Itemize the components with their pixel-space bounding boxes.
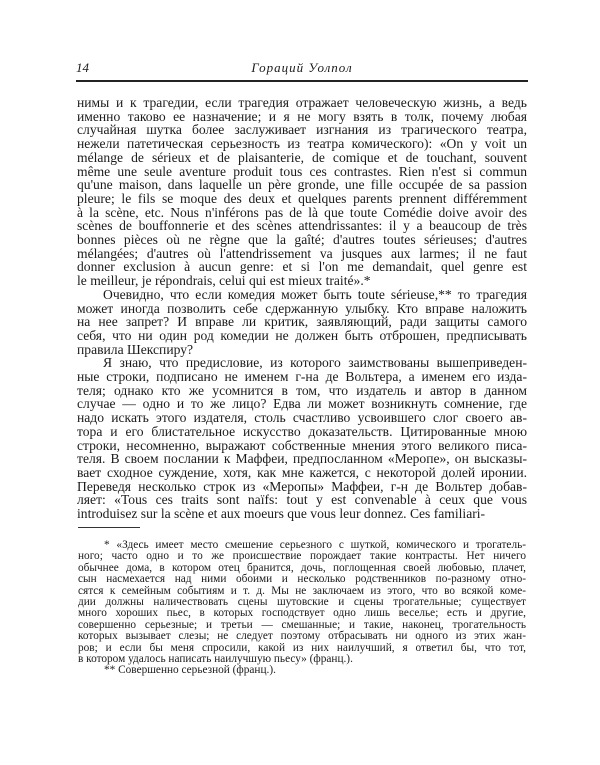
body-text — [77, 96, 527, 521]
footnote-1-line: дии должны наличествовать сцены шутовские и сцены трогательные; существует — [78, 596, 526, 609]
paragraph-3-line: строки, несомненно, выражают собственные мнения этого великого писа- — [77, 437, 527, 453]
paragraph-2-line: себя, что ни один род комедии не должен быть отброшен, предписывать — [77, 327, 527, 343]
paragraph-1-line: même une seule aventure produit tous ces contrastes. Rien n'est si commun — [77, 163, 527, 179]
paragraph-3-line: тора и его блистательное искусство доказательств. Цитированные мною — [77, 423, 527, 439]
footnote-1-line: сын насмехается над ними обоими и несколько родственников по-разному отно- — [78, 573, 526, 586]
paragraph-2-line: может иногда позволить себе сдержанную улыбку. Кто вправе наложить — [77, 300, 527, 316]
paragraph-1-line: donner exclusion à aucun genre: et si l'on me demandait, quel genre est — [77, 259, 527, 275]
paragraph-1-line: mélangées; d'autres où l'attendrissement va jusques aux larmes; il ne faut — [77, 245, 527, 261]
paragraph-3-line: ляет: «Tous ces traits sont naïfs: tout y est convenable à ceux que vous — [77, 492, 527, 508]
paragraph-3-line: ные строки, подписано не именем г-на де Вольтера, а именем его изда- — [77, 369, 527, 385]
footnote-separator — [78, 527, 140, 528]
footnote-2-line: ** Совершенно серьезной (франц.). — [104, 664, 276, 677]
footnote-1-line: сятся к семейным событиям и т. д. Мы не заключаем из этого, что во всякой коме- — [78, 584, 526, 597]
paragraph-1-line: qu'une maison, dans laquelle un père gronde, une fille occupée de sa passion — [77, 177, 527, 193]
paragraph-3-line: Я знаю, что предисловие, из которого заимствованы вышеприведен- — [103, 355, 527, 371]
paragraph-1-line: à la scène, etc. Nous n'inférons pas de là que toute Comédie doive avoir des — [77, 204, 527, 220]
paragraph-3-line: надо искать этого издателя, столь счастливо усвоившего слог своего ав- — [77, 410, 527, 426]
paragraph-1-line: нимы и к трагедии, если трагедия отражает человеческую жизнь, а ведь — [77, 95, 527, 110]
paragraph-1-line: случайная шутка более заслуживает изгнания из трагического театра, — [77, 122, 527, 138]
footnote-1-line: которых вызывает слезы; не следует поэтому отбрасывать ни одного из этих жан- — [78, 630, 526, 643]
header-rule — [76, 80, 528, 82]
paragraph-2-line: на нее запрет? И вправе ли критик, заявляющий, ради защиты самого — [77, 314, 527, 330]
paragraph-1-line: именно таково ее назначение; и я не могу взять в толк, почему любая — [77, 108, 527, 124]
footnote-1-line: ров; и если бы меня спросили, какой из них наилучший, я ответил бы, что тот, — [78, 641, 526, 654]
paragraph-3-line: introduisez sur la scène et aux moeurs que vous leur donnez. Ces familiari- — [77, 506, 486, 522]
paragraph-1-line: pleure; le fils se moque des deux et quelques parents prennent différemment — [77, 190, 527, 206]
paragraph-3-line: случае — одно и то же лицо? Едва ли может возникнуть сомнение, где — [77, 396, 527, 412]
paragraph-1-line: mélange de sérieux et de plaisanterie, de comique et de touchant, souvent — [77, 149, 527, 165]
running-title: Гораций Уолпол — [251, 60, 353, 75]
paragraph-3-line: вает сходное суждение, хотя, как мне кажется, с некоторой долей иронии. — [77, 464, 527, 480]
footnotes — [78, 539, 526, 677]
paragraph-1-line: bonnes pièces où ne règne que la gaîté; d'autres toutes sérieuses; d'autres — [77, 232, 527, 248]
paragraph-1-line: scènes de bouffonnerie et des scènes attendrissantes: il y a beaucoup de très — [77, 218, 527, 234]
footnote-1-line: много хороших пьес, в которых господствует одно лишь веселье; есть и другие, — [78, 607, 526, 620]
paragraph-1-line: нежели патетическая серьезность из театра комического): «On y voit un — [77, 136, 527, 152]
page-number: 14 — [76, 60, 89, 75]
paragraph-3-line: Переведя несколько строк из «Меропы» Маффеи, г-н де Вольтер добав- — [77, 478, 527, 494]
footnote-1-line: совершенно серьезные; и третьи — смешанные; и такие, наконец, трогательность — [78, 618, 526, 631]
paragraph-1-line: le meilleur, je répondrais, celui qui est mieux traité».* — [77, 273, 371, 289]
footnote-1-line: * «Здесь имеет место смешение серьезного с шуткой, комического и трогатель- — [104, 539, 526, 551]
footnote-1-line: обычнее дома, в котором отец бранится, дочь, поглощенная своей любовью, плачет, — [78, 561, 526, 574]
footnote-1-line: ного; часто одно и то же происшествие порождает такие контрасты. Нет ничего — [78, 550, 526, 563]
footnote-1-line: в котором удалось написать наилучшую пьесу» (франц.). — [78, 653, 353, 666]
running-header — [76, 58, 528, 78]
paragraph-2-line: правила Шекспиру? — [77, 341, 194, 357]
paragraph-3-line: теля; однако кто же усомнится в том, что издатель и автор в данном — [77, 382, 527, 398]
paragraph-3-line: теля. В своем послании к Маффеи, предпосланном «Меропе», он высказы- — [77, 451, 527, 467]
paragraph-2-line: Очевидно, что если комедия может быть toute sérieuse,** то трагедия — [103, 286, 527, 302]
